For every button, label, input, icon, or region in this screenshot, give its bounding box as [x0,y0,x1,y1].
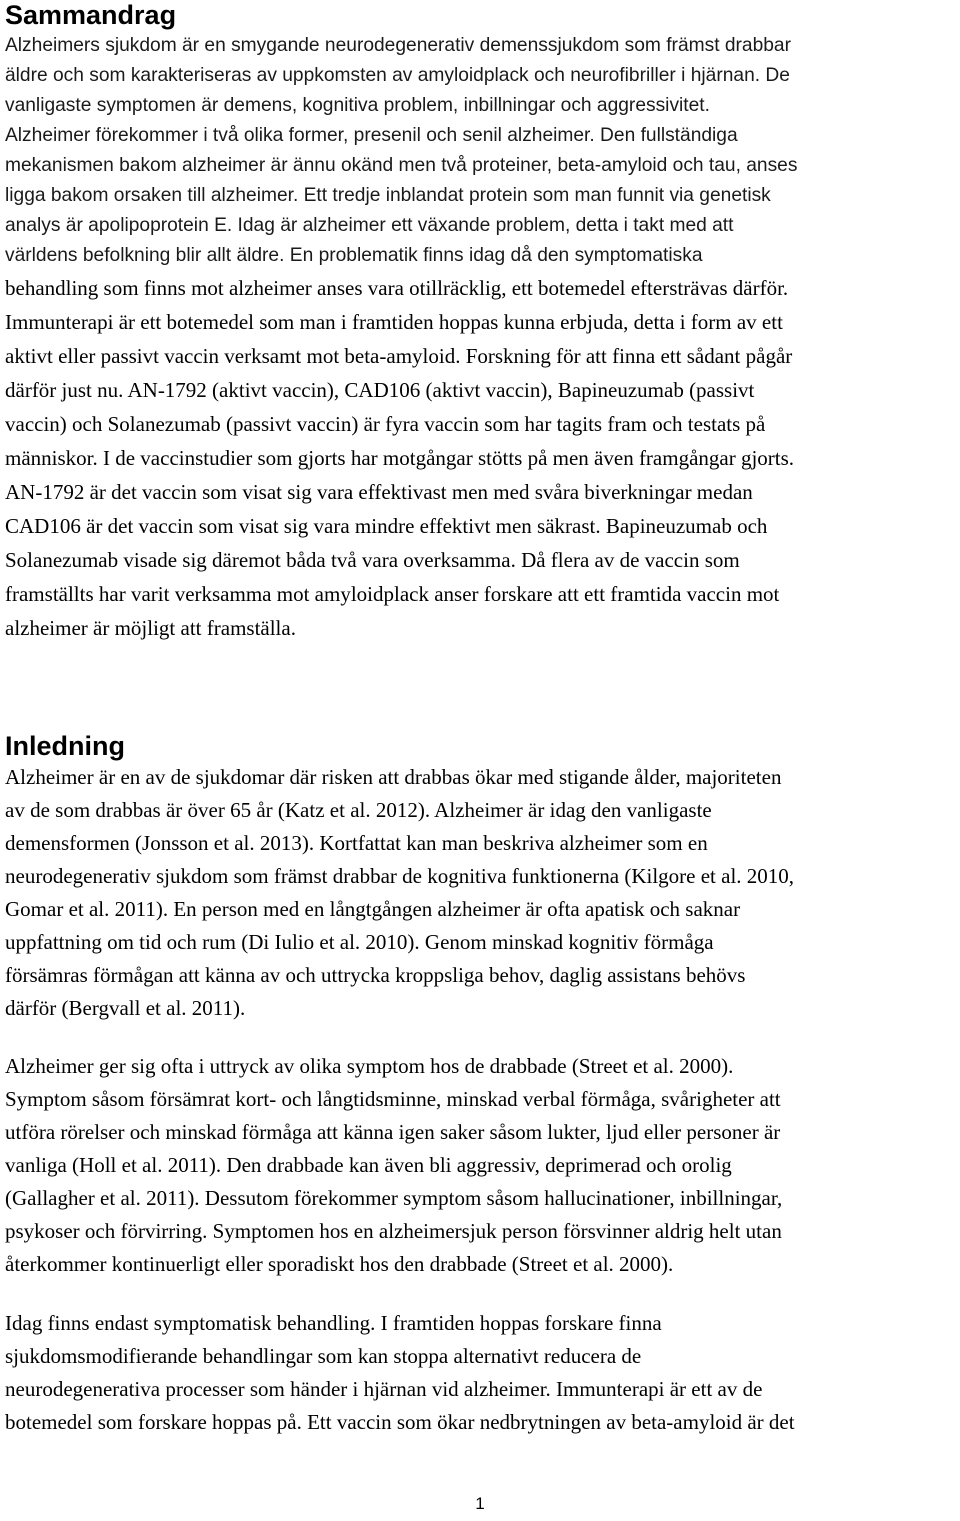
text-line: Symptom såsom försämrat kort- och långtidsminne, minskad verbal förmåga, svårigheter att [5,1087,781,1111]
text-line: därför (Bergvall et al. 2011). [5,996,246,1020]
text-line: Solanezumab visade sig däremot båda två vara overksamma. Då flera av de vaccin som [5,548,740,572]
text-line: Alzheimers sjukdom är en smygande neurodegenerativ demenssjukdom som främst drabbar [5,35,791,56]
text-line: vaccin) och Solanezumab (passivt vaccin) är fyra vaccin som har tagits fram och testats på [5,412,766,436]
text-line: psykoser och förvirring. Symptomen hos en alzheimersjuk person försvinner aldrig helt utan [5,1219,782,1243]
text-line: framställts har varit verksamma mot amyloidplack anser forskare att ett framtida vaccin mot [5,582,780,606]
text-line: försämras förmågan att känna av och uttrycka kroppsliga behov, daglig assistans behövs [5,963,746,987]
text-line: Alzheimer ger sig ofta i uttryck av olika symptom hos de drabbade (Street et al. 2000). [5,1054,734,1078]
text-line: äldre och som karakteriseras av uppkomsten av amyloidplack och neurofibriller i hjärnan. De [5,65,790,86]
text-line: utföra rörelser och minskad förmåga att känna igen saker såsom lukter, ljud eller personer är [5,1120,781,1144]
introduction-paragraph-3 [5,1307,795,1439]
text-line: (Gallagher et al. 2011). Dessutom förekommer symptom såsom hallucinationer, inbillningar, [5,1186,783,1210]
text-line: världens befolkning blir allt äldre. En problematik finns idag då den symptomatiska [5,245,703,266]
text-line: aktivt eller passivt vaccin verksamt mot beta-amyloid. Forskning för att finna ett sådant pågår [5,344,793,368]
text-line: vanligaste symptomen är demens, kognitiva problem, inbillningar och aggressivitet. [5,95,710,116]
text-line: Idag finns endast symptomatisk behandling. I framtiden hoppas forskare finna [5,1311,662,1335]
text-line: därför just nu. AN-1792 (aktivt vaccin), CAD106 (aktivt vaccin), Bapineuzumab (passivt [5,378,755,402]
text-line: ligga bakom orsaken till alzheimer. Ett tredje inblandat protein som man funnit via genetisk [5,185,771,206]
text-line: uppfattning om tid och rum (Di Iulio et al. 2010). Genom minskad kognitiv förmåga [5,930,714,954]
introduction-paragraph-2 [5,1050,782,1281]
text-line: Gomar et al. 2011). En person med en långtgången alzheimer är ofta apatisk och saknar [5,897,741,921]
text-line: AN-1792 är det vaccin som visat sig vara effektivast men med svåra biverkningar medan [5,480,753,504]
summary-paragraph [5,31,797,645]
text-line: analys är apolipoprotein E. Idag är alzheimer ett växande problem, detta i takt med att [5,215,734,236]
text-line: Alzheimer förekommer i två olika former, presenil och senil alzheimer. Den fullständiga [5,125,738,146]
introduction-paragraph-1 [5,761,794,1025]
text-line: sjukdomsmodifierande behandlingar som kan stoppa alternativt reducera de [5,1344,642,1368]
summary-heading: Sammandrag [5,0,177,30]
text-line: neurodegenerativ sjukdom som främst drabbar de kognitiva funktionerna (Kilgore et al. 2010, [5,864,795,888]
text-line: Alzheimer är en av de sjukdomar där risken att drabbas ökar med stigande ålder, majoriteten [5,765,782,789]
text-line: alzheimer är möjligt att framställa. [5,616,296,640]
text-line: botemedel som forskare hoppas på. Ett vaccin som ökar nedbrytningen av beta-amyloid är det [5,1410,795,1434]
text-line: mekanismen bakom alzheimer är ännu okänd men två proteiner, beta-amyloid och tau, anses [5,155,798,176]
introduction-heading: Inledning [5,731,125,761]
text-line: människor. I de vaccinstudier som gjorts har motgångar stötts på men även framgångar gjorts. [5,446,795,470]
text-line: Immunterapi är ett botemedel som man i framtiden hoppas kunna erbjuda, detta i form av ett [5,310,783,334]
text-line: vanliga (Holl et al. 2011). Den drabbade kan även bli aggressiv, deprimerad och orolig [5,1153,732,1177]
text-line: neurodegenerativa processer som händer i hjärnan vid alzheimer. Immunterapi är ett av de [5,1377,763,1401]
text-line: återkommer kontinuerligt eller sporadiskt hos den drabbade (Street et al. 2000). [5,1252,674,1276]
page-number: 1 [475,1494,485,1513]
text-line: behandling som finns mot alzheimer anses vara otillräcklig, ett botemedel eftersträvas därför. [5,276,789,300]
text-line: CAD106 är det vaccin som visat sig vara mindre effektivt men säkrast. Bapineuzumab och [5,514,768,538]
text-line: demensformen (Jonsson et al. 2013). Kortfattat kan man beskriva alzheimer som en [5,831,708,855]
text-line: av de som drabbas är över 65 år (Katz et al. 2012). Alzheimer är idag den vanligaste [5,798,712,822]
